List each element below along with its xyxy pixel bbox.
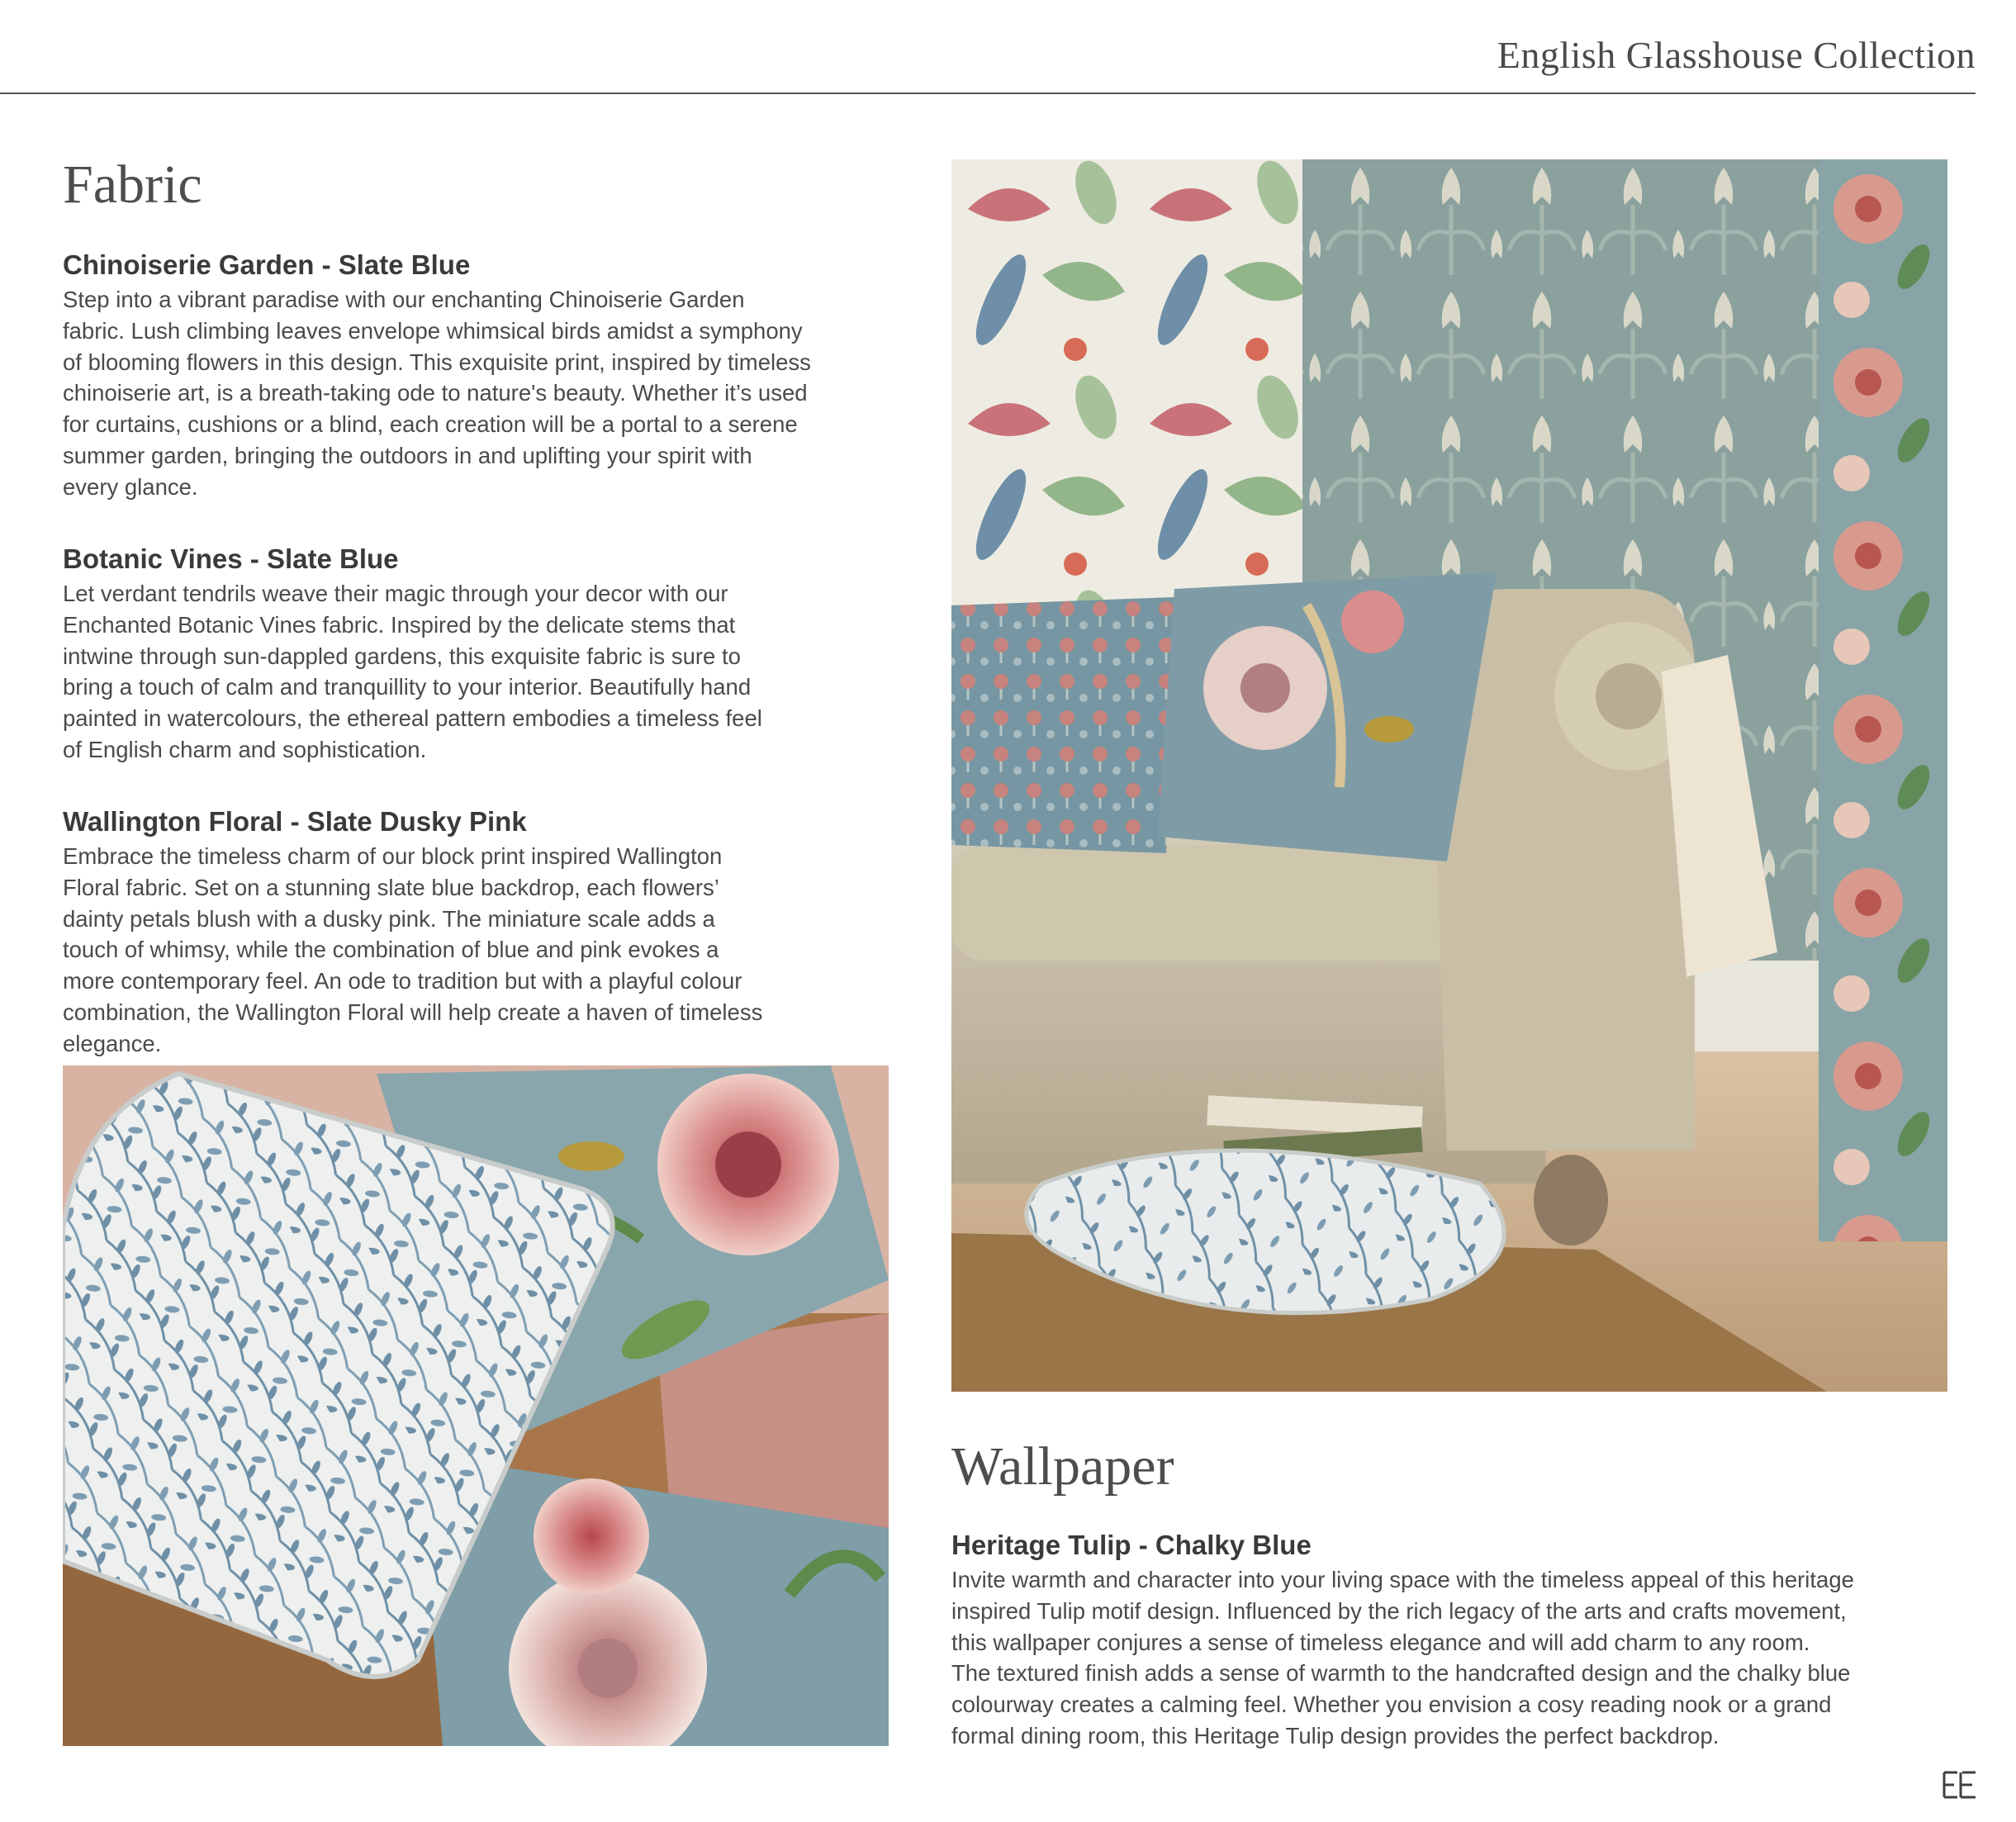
product-title-chinoiserie: Chinoiserie Garden - Slate Blue — [63, 249, 471, 280]
product-description-chinoiserie: Step into a vibrant paradise with our enchanting Chinoiserie Garden fabric. Lush climbing leaves envelope whimsical birds amidst a symphony of blooming flowers in this design. This exquisite print, inspired by timeless chinoiserie art, is a breath-taking ode to nature's beauty. Whether it’s used for curtains, cushions or a blind, each creation will be a portal to a serene summer garden, bringing the outdoors in and uplifting your spirit with every glance. — [63, 287, 811, 500]
product-title-heritage-tulip: Heritage Tulip - Chalky Blue — [951, 1530, 1312, 1560]
collection-title: English Glasshouse Collection — [1497, 34, 1976, 76]
cushions-photo — [63, 1065, 889, 1746]
product-description-wallington-floral: Embrace the timeless charm of our block print inspired Wallington Floral fabric. Set on a stunning slate blue backdrop, each flowers’ dainty petals blush with a dusky pink. The miniature scale adds a touch of whimsy, while the combination of blue and pink evokes a more contemporary feel. An ode to tradition but with a playful colour combination, the Wallington Floral will help create a haven of timeless elegance. — [63, 843, 763, 1056]
header-divider — [0, 93, 1976, 94]
living-room-photo — [951, 159, 1947, 1392]
product-description-heritage-tulip: Invite warmth and character into your living space with the timeless appeal of this heritage inspired Tulip motif design. Influenced by the rich legacy of the arts and crafts movement, this wallpaper conjures a sense of timeless elegance and will add charm to any room. The textured finish adds a sense of warmth to the handcrafted design and the chalky blue colourway creates a calming feel. Whether you envision a cosy reading nook or a grand formal dining room, this Heritage Tulip design provides the perfect backdrop. — [951, 1567, 1854, 1748]
product-description-botanic-vines: Let verdant tendrils weave their magic through your decor with our Enchanted Botanic Vines fabric. Inspired by the delicate stems that intwine through sun-dappled gardens, this exquisite fabric is sure to bring a touch of calm and tranquillity to your interior. Beautifully hand painted in watercolours, the ethereal pattern embodies a timeless feel of English charm and sophistication. — [63, 581, 762, 762]
wallpaper-heading: Wallpaper — [951, 1436, 1174, 1497]
product-title-botanic-vines: Botanic Vines - Slate Blue — [63, 543, 399, 574]
product-title-wallington-floral: Wallington Floral - Slate Dusky Pink — [63, 806, 527, 837]
fabric-heading: Fabric — [63, 154, 202, 215]
monogram-logo-icon — [1941, 1769, 1979, 1801]
